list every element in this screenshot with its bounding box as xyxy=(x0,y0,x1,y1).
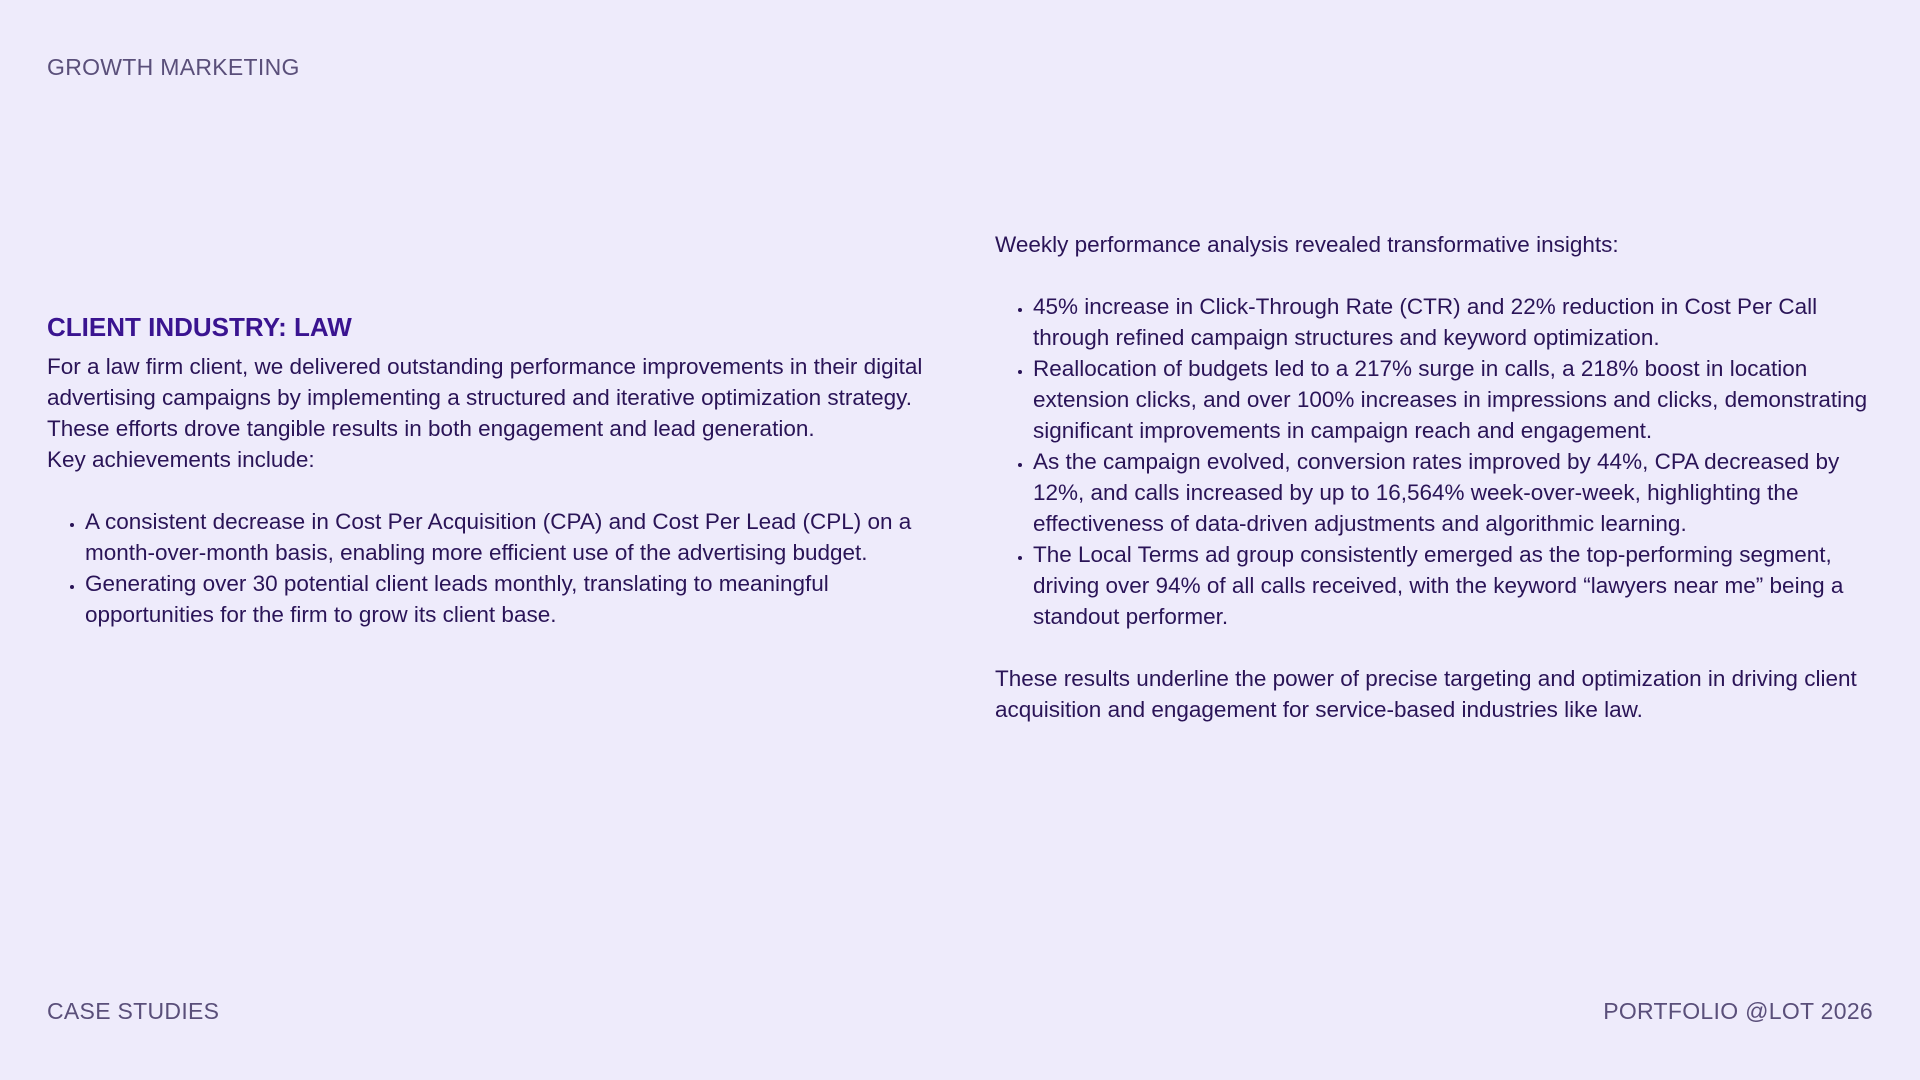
right-column xyxy=(995,229,1875,725)
section-label: GROWTH MARKETING xyxy=(47,54,300,80)
footer-case-studies: CASE STUDIES xyxy=(47,998,220,1024)
client-industry-heading: CLIENT INDUSTRY: LAW xyxy=(47,312,352,342)
list-item: • 45% increase in Click-Through Rate (CTR) and 22% reduction in Cost Per Call through refined campaign structures and keyword optimization. xyxy=(1033,291,1875,353)
list-item: • Generating over 30 potential client leads monthly, translating to meaningful opportunities for the firm to grow its client base. xyxy=(85,568,937,630)
spacer xyxy=(995,260,1875,291)
left-intro-paragraph: For a law firm client, we delivered outstanding performance improvements in their digital advertising campaigns by implementing a structured and iterative optimization strategy. These efforts drove tangible results in both engagement and lead generation. xyxy=(47,354,923,441)
key-achievements-list xyxy=(47,506,937,630)
key-achievements-label: Key achievements include: xyxy=(47,447,315,472)
list-item: • The Local Terms ad group consistently emerged as the top-performing segment, driving over 94% of all calls received, with the keyword “lawyers near me” being a standout performer. xyxy=(1033,539,1875,632)
list-item: • As the campaign evolved, conversion rates improved by 44%, CPA decreased by 12%, and calls increased by up to 16,564% week-over-week, highlighting the effectiveness of data-driven adjustments and algorithmic learning. xyxy=(1033,446,1875,539)
insights-list xyxy=(995,291,1875,632)
left-column xyxy=(47,312,937,630)
spacer xyxy=(995,632,1875,663)
list-item: • Reallocation of budgets led to a 217% surge in calls, a 218% boost in location extension clicks, and over 100% increases in impressions and clicks, demonstrating significant improvements in campaign reach and engagement. xyxy=(1033,353,1875,446)
right-intro-paragraph: Weekly performance analysis revealed transformative insights: xyxy=(995,232,1619,257)
spacer xyxy=(47,475,937,506)
footer-portfolio: PORTFOLIO @LOT 2026 xyxy=(1603,998,1873,1024)
conclusion-paragraph: These results underline the power of precise targeting and optimization in driving client acquisition and engagement for service-based industries like law. xyxy=(995,666,1857,722)
list-item: • A consistent decrease in Cost Per Acquisition (CPA) and Cost Per Lead (CPL) on a month-over-month basis, enabling more efficient use of the advertising budget. xyxy=(85,506,937,568)
